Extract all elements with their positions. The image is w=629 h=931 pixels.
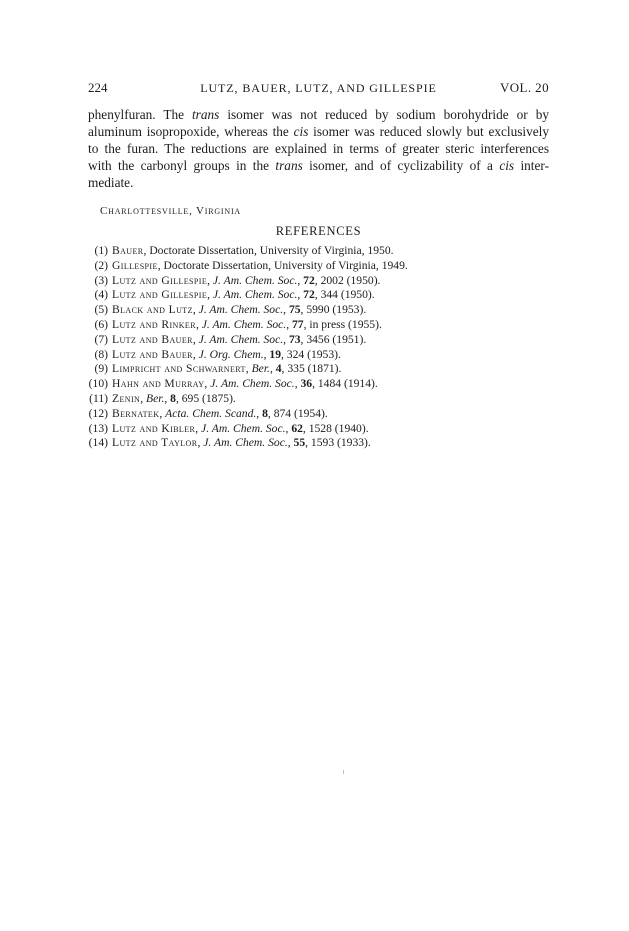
references-heading: REFERENCES: [275, 224, 362, 238]
running-head: [88, 80, 549, 100]
volume-label: VOL. 20: [499, 80, 549, 95]
reference-number: (4): [94, 288, 108, 302]
reference-item: (11) Zenin, Ber., 8, 695 (1875).: [89, 391, 236, 405]
reference-item: (9) Limpricht and Schwarnert, Ber., 4, 335 (1871).: [94, 362, 342, 376]
reference-number: (9): [94, 362, 108, 376]
reference-item: (2) Gillespie, Doctorate Dissertation, University of Virginia, 1949.: [94, 258, 408, 272]
reference-authors: Bauer: [112, 244, 144, 257]
reference-item: (14) Lutz and Taylor, J. Am. Chem. Soc., 55, 1593 (1933).: [88, 436, 371, 450]
affiliation: Charlottesville, Virginia: [100, 205, 242, 217]
running-title: LUTZ, BAUER, LUTZ, AND GILLESPIE: [200, 81, 437, 95]
reference-number: (14): [88, 436, 108, 450]
reference-journal: J. Am. Chem. Soc.: [212, 273, 298, 287]
reference-list: [88, 244, 549, 451]
reference-authors: Gillespie: [112, 258, 158, 272]
reference-item: (3) Lutz and Gillespie, J. Am. Chem. Soc., 72, 2002 (1950).: [94, 273, 381, 287]
page-number: 224: [88, 80, 108, 95]
reference-number: (10): [88, 377, 108, 391]
reference-number: (2): [94, 258, 108, 272]
reference-number: (6): [94, 317, 108, 331]
reference-number: (3): [94, 273, 108, 287]
reference-item: (13) Lutz and Kibler, J. Am. Chem. Soc., 62, 1528 (1940).: [88, 421, 369, 435]
body-paragraph: [88, 106, 549, 191]
reference-number: (7): [94, 332, 108, 346]
body-line: aluminum isopropoxide, whereas the cis isomer was reduced slowly but exclusively: [88, 124, 549, 139]
body-line: phenylfuran. The trans isomer was not reduced by sodium borohydride or by: [88, 107, 549, 122]
reference-item: (10) Hahn and Murray, J. Am. Chem. Soc., 36, 1484 (1914).: [88, 377, 378, 391]
body-line: to the furan. The reductions are explained in terms of greater steric interferences: [88, 141, 549, 156]
reference-number: (13): [88, 421, 108, 435]
scan-speck: [343, 770, 344, 774]
reference-number: (1): [94, 244, 108, 257]
body-line: mediate.: [88, 175, 134, 190]
reference-number: (5): [94, 303, 108, 317]
reference-volume: 72: [303, 273, 315, 287]
reference-item: (4) Lutz and Gillespie, J. Am. Chem. Soc., 72, 344 (1950).: [94, 288, 375, 302]
body-line: with the carbonyl groups in the trans isomer, and of cyclizability of a cis inter-: [88, 158, 549, 173]
reference-item: (7) Lutz and Bauer, J. Am. Chem. Soc., 73, 3456 (1951).: [94, 332, 367, 346]
reference-number: (11): [89, 391, 108, 405]
reference-number: (12): [88, 406, 108, 420]
reference-item: (6) Lutz and Rinker, J. Am. Chem. Soc., 77, in press (1955).: [94, 317, 382, 331]
reference-item: (5) Black and Lutz, J. Am. Chem. Soc., 75, 5990 (1953).: [94, 303, 367, 317]
reference-number: (8): [94, 347, 108, 361]
reference-item: (1) Bauer, Doctorate Dissertation, University of Virginia, 1950.: [94, 244, 394, 257]
reference-item: (12) Bernatek, Acta. Chem. Scand., 8, 874 (1954).: [88, 406, 328, 420]
reference-item: (8) Lutz and Bauer, J. Org. Chem., 19, 324 (1953).: [94, 347, 341, 361]
